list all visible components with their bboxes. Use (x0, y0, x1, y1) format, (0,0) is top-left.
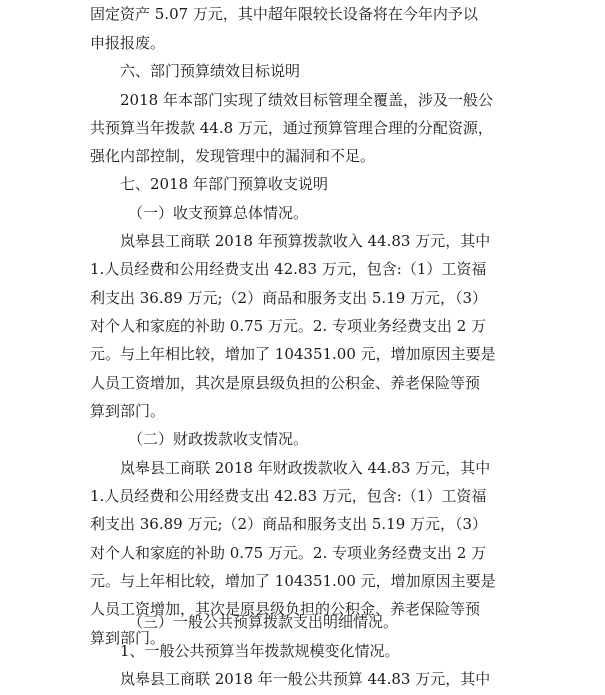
text-line: 对个人和家庭的补助 0.75 万元。2. 专项业务经费支出 2 万 (90, 544, 487, 562)
subsection-heading: （一）收支预算总体情况。 (128, 204, 309, 222)
text-line: 元。与上年相比较，增加了 104351.00 元，增加原因主要是 (90, 345, 496, 363)
text-line: 1、一般公共预算当年拨款规模变化情况。 (120, 642, 400, 660)
text-line: 人员工资增加，其次是原县级负担的公积金、养老保险等预 (90, 374, 481, 392)
text-line: 岚皋县工商联 2018 年预算拨款收入 44.83 万元，其中 (120, 232, 491, 250)
text-line: 利支出 36.89 万元;（2）商品和服务支出 5.19 万元，（3） (90, 515, 488, 533)
section-heading: 七、2018 年部门预算收支说明 (120, 175, 328, 193)
text-line: 算到部门。 (90, 629, 166, 647)
text-line: 元。与上年相比较，增加了 104351.00 元，增加原因主要是 (90, 572, 496, 590)
text-line: 1.人员经费和公用经费支出 42.83 万元，包含:（1）工资福 (90, 487, 487, 505)
text-line: 岚皋县工商联 2018 年财政拨款收入 44.83 万元，其中 (120, 459, 491, 477)
text-line: 2018 年本部门实现了绩效目标管理全覆盖，涉及一般公 (120, 91, 493, 109)
text-line: 人员工资增加，其次是原县级负担的公积金、养老保险等预 (90, 600, 481, 618)
text-line: 申报报废。 (90, 34, 166, 52)
text-line: 岚皋县工商联 2018 年一般公共预算 44.83 万元，其中 (120, 670, 491, 688)
text-line: 1.人员经费和公用经费支出 42.83 万元，包含:（1）工资福 (90, 260, 487, 278)
subsection-heading: （三）一般公共预算拨款支出明细情况。 (128, 613, 399, 631)
text-line: 对个人和家庭的补助 0.75 万元。2. 专项业务经费支出 2 万 (90, 317, 487, 335)
text-line: 共预算当年拨款 44.8 万元，通过预算管理合理的分配资源， (90, 119, 493, 137)
text-line: 利支出 36.89 万元;（2）商品和服务支出 5.19 万元，（3） (90, 289, 488, 307)
section-heading: 六、部门预算绩效目标说明 (120, 62, 301, 80)
text-line: 强化内部控制，发现管理中的漏洞和不足。 (90, 147, 376, 165)
text-line: 固定资产 5.07 万元，其中超年限较长设备将在今年内予以 (90, 5, 478, 23)
text-line: 算到部门。 (90, 402, 166, 420)
subsection-heading: （二）财政拨款收支情况。 (128, 430, 309, 448)
